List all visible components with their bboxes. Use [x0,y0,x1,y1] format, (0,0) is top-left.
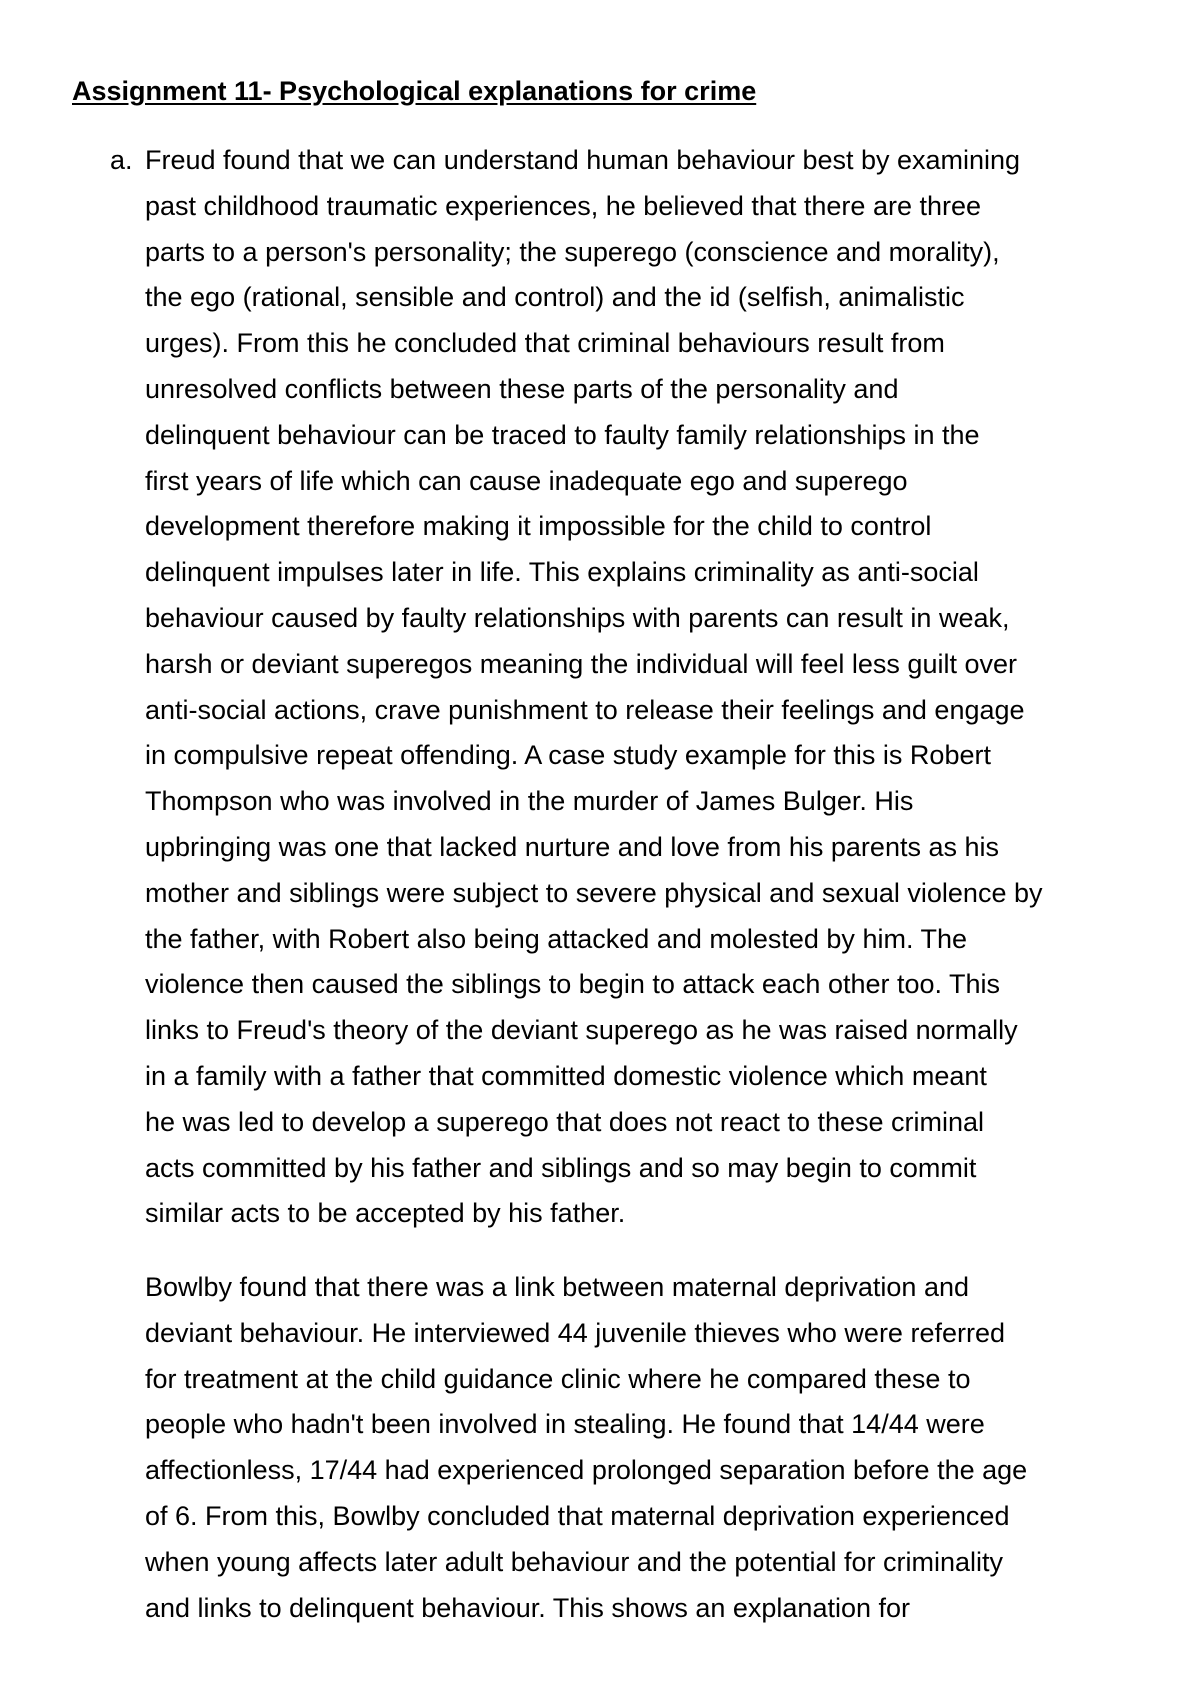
text-line: acts committed by his father and siblings and so may begin to commit [145,1152,977,1183]
text-line: harsh or deviant superegos meaning the individual will feel less guilt over [145,648,1017,679]
text-line: in compulsive repeat offending. A case study example for this is Robert [145,740,991,771]
list-item-marker: a. [110,145,133,175]
text-line: past childhood traumatic experiences, he believed that there are three [145,190,982,221]
paragraph-freud [145,138,1145,1237]
text-line: for treatment at the child guidance clinic where he compared these to [145,1363,971,1394]
text-line: when young affects later adult behaviour and the potential for criminality [145,1546,1004,1577]
text-line: Thompson who was involved in the murder of James Bulger. His [145,786,914,817]
text-line: people who hadn't been involved in stealing. He found that 14/44 were [145,1409,985,1440]
text-line: behaviour caused by faulty relationships with parents can result in weak, [145,602,1010,633]
text-line: first years of life which can cause inadequate ego and superego [145,465,908,496]
text-line: the father, with Robert also being attacked and molested by him. The [145,923,967,954]
text-line: Bowlby found that there was a link between maternal deprivation and [145,1272,970,1302]
text-line: delinquent impulses later in life. This explains criminality as anti-social [145,557,979,588]
text-line: urges). From this he concluded that criminal behaviours result from [145,328,945,359]
text-line: delinquent behaviour can be traced to faulty family relationships in the [145,419,980,450]
text-line: mother and siblings were subject to severe physical and sexual violence by [145,877,1043,908]
text-line: unresolved conflicts between these parts of the personality and [145,373,899,404]
document-title: Assignment 11- Psychological explanations for crime [72,76,757,106]
text-line: Freud found that we can understand human behaviour best by examining [145,145,1021,175]
text-line: the ego (rational, sensible and control) and the id (selfish, animalistic [145,282,965,313]
text-line: he was led to develop a superego that does not react to these criminal [145,1106,985,1137]
paragraph-bowlby [145,1265,1145,1631]
text-line: upbringing was one that lacked nurture and love from his parents as his [145,831,999,862]
text-line: links to Freud's theory of the deviant superego as he was raised normally [145,1015,1018,1046]
text-line: affectionless, 17/44 had experienced prolonged separation before the age [145,1455,1028,1486]
text-line: similar acts to be accepted by his father. [145,1198,626,1229]
text-line: development therefore making it impossible for the child to control [145,511,932,542]
text-line: of 6. From this, Bowlby concluded that maternal deprivation experienced [145,1500,1010,1531]
text-line: anti-social actions, crave punishment to release their feelings and engage [145,694,1025,725]
text-line: in a family with a father that committed domestic violence which meant [145,1060,987,1091]
text-line: violence then caused the siblings to begin to attack each other too. This [145,969,1001,1000]
text-line: parts to a person's personality; the superego (conscience and morality), [145,236,1000,267]
text-line: and links to delinquent behaviour. This shows an explanation for [145,1592,911,1623]
text-line: deviant behaviour. He interviewed 44 juvenile thieves who were referred [145,1317,1005,1348]
